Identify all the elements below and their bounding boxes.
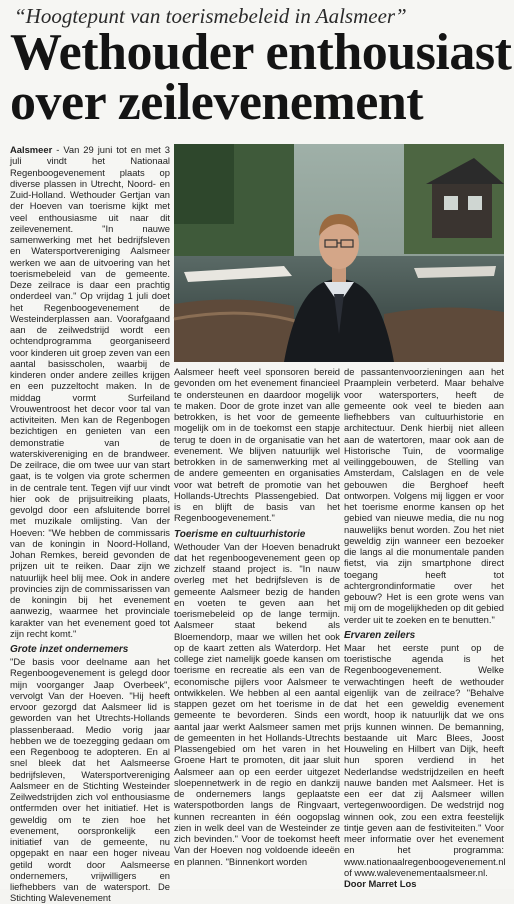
article-kicker: “Hoogtepunt van toerismebeleid in Aalsmeer” (14, 4, 407, 28)
subheading-toerisme: Toerisme en cultuurhistorie (174, 528, 306, 540)
article-headline (10, 24, 512, 131)
article-column-2 (174, 366, 340, 879)
paragraph: Maar het eerste punt op de toeristische agenda is het Regenboogevenement. Welke verwachtingen heeft de wethouder eigenlijk van de zeilrace? "Behalve dat het een geweldig evenement wordt, hoop ik natuurlijk dat we ons prijs kunnen winnen. De bemanning, bestaande uit Marc Blees, Joost Houweling en Hilbert van Dijk, heeft hun sporen verdiend in het Nederlandse wedstrijdzeilen en heeft nauwe banden met Aalsmeer. Het is een eer dat zij Aalsmeer willen vertegenwoordigen. De wedstrijd nog winnen ook, zou een extra feestelijk tintje geven aan de festiviteiten." Voor meer informatie over het evenement en het programma: www.nationaalregenboogevenement.nl of www.walevenementaalsmeer.nl. (344, 641, 506, 878)
paragraph: de passantenvoorzieningen aan het Praamplein verbeterd. Maar behalve voor watersporters, heeft de gemeente ook veel te bieden aan liefhebbers van cultuurhistorie en architectuur. Denk hierbij niet alleen aan de watertoren, maar ook aan de Historische Tuin, de voormalige veilinggebouwen, de Stelling van Amsterdam, Calslagen en de vele gebouwen die Berghoef heeft ontworpen. Volgens mij liggen er voor het toerisme enorme kansen op het gebied van nieuwe media, die nu nog nauwelijks benut worden. Zou het niet geweldig zijn wanneer een bezoeker die langs al die monumentale panden fietst, via zijn smartphone direct toegang heeft tot achtergrondinformatie over het gebouw? Het is een grote wens van mij om de mogelijkheden op dit gebied verder uit te zoeken en te benutten." (344, 366, 504, 625)
subheading-grote-inzet: Grote inzet ondernemers (10, 644, 129, 655)
dateline: Aalsmeer (10, 144, 53, 155)
wethouder-photo (174, 144, 504, 362)
paragraph: Wethouder Van der Hoeven benadrukt dat het regenboogevenement geen op zichzelf staand project is. "In nauw overleg met het bedrijfsleven is de gemeente Aalsmeer bezig de handen en voeten te geven aan het toerismebeleid op de lange termijn. Aalsmeer staat bekend als Bloemendorp, maar we willen het ook op de kaart zetten als Waterdorp. Het college ziet namelijk goede kansen om toerisme en recreatie als een van de economische pijlers voor Aalsmeer te ontwikkelen. We hebben al een aantal stappen gezet om het toerisme in de gemeente te bevorderen. Sinds een aantal jaar werkt Aalsmeer samen met de gemeenten in het Hollands-Utrechts Plassengebied om het varen in het Groene Hart te promoten, dit jaar sluit Aalsmeer aan op een eerder uitgezet sloepennetwerk in de regio en dankzij de ondernemers langs geplaatste waterspotborden langs de Ringvaart, kunnen recreanten in één oogopslag zien in welk deel van de Westeinder ze zich bevinden." Voor de toekomst heeft Van der Hoeven nog voldoende ideeën en plannen. "Binnenkort worden (174, 540, 340, 867)
subheading-ervaren-zeilers: Ervaren zeilers (344, 629, 416, 641)
article-column-3 (344, 366, 506, 889)
headline-line-1: Wethouder enthousiast (10, 24, 512, 81)
article-column-1 (10, 144, 170, 904)
paragraph: Aalsmeer heeft veel sponsoren bereid gevonden om het evenement financieel te ondersteunen en daardoor mogelijk te maken. Door de grote inzet van alle betrokken, is het voor de gemeente mogelijk om in de toekomst een stapje terug te doen in de organisatie van het evenement. We blijven natuurlijk wel betrokken in de samenwerking met al de andere gemeenten en organisaties voor wat betreft de promotie van het Hollands-Utrechts Plassengebied. Dat is en blijft de basis van het Regenboogevenement." (174, 366, 340, 524)
paragraph-text: - Van 29 juni tot en met 3 juli vindt het Nationaal Regenboogevenement plaats op diverse plassen in Utrecht, Noord- en Zuid-Holland. Wethouder Gertjan van der Hoeven van toerisme kijkt met veel enthousiasme uit naar dit zeilevenement. "In nauwe samenwerking met het bedrijfsleven en Watersportvereniging Aalsmeer werken we aan de uitvoering van het toerismebeleid van de gemeente. Deze zeilrace is daar een prachtig onderdeel van." Op vrijdag 1 juli doet het Regenboogevenement de Westeinderplassen aan. Voorafgaand aan de zeilwedstrijd wordt een ochtendprogramma georganiseerd voor kinderen uit groep zeven van een aantal basisscholen, waarbij de kinderen onder andere zeilles krijgen en een puzzeltocht maken. In de middag vormt Surfeiland Vrouwentroost het decor voor tal van activiteiten. Men kan de Regenbogen bezichtigen en genieten van een demonstratie van de waterskivereniging en de brandweer. De zeilrace, die om twee uur van start gaat, is te volgen via grote schermen in de centrale tent. Tegen vijf uur vindt hier ook de prijsuitreiking plaats, gevolgd door een afsluitende borrel met muzikale omlijsting. Van der Hoeven: "We hebben de commissaris van de koningin in Noord-Holland, Johan Remkes, bereid gevonden de prijzen uit te reiken. Daar zijn we natuurlijk heel blij mee. Ook in andere provincies zijn de commissarissen van de koningin bij het evenement aanwezig, waarmee het provinciale karakter van het evenement goed tot zijn recht komt." (10, 144, 170, 639)
photo-illustration (174, 144, 504, 362)
headline-line-2: over zeilevenement (10, 74, 424, 131)
lead-paragraph (10, 144, 170, 639)
article-byline: Door Marret Los (344, 878, 417, 889)
paragraph: "De basis voor deelname aan het Regenboogevenement is gelegd door mijn voorganger Jaap Overbeek", vervolgt Van der Hoeven. "Hij heeft ervoor gezorgd dat Aalsmeer lid is geworden van het Utrechts-Hollands plassenberaad. Medio vorig jaar hebben we de toezegging gedaan om een Regenboog te adopteren. En al snel bleek dat het Aalsmeerse bedrijfsleven, Watersportvereniging Aalsmeer en de Stichting Westeinder Zeilwedstrijden zich vol enthousiasme ontfermden over het initiatief. Het is geweldig om te zien hoe het evenement, oorspronkelijk een initiatief van de gemeente, nu opgepakt en naar een hoger niveau getild wordt door Aalsmeerse ondernemers, vrijwilligers en liefhebbers van de watersport. De Stichting Walevenement (10, 656, 170, 904)
